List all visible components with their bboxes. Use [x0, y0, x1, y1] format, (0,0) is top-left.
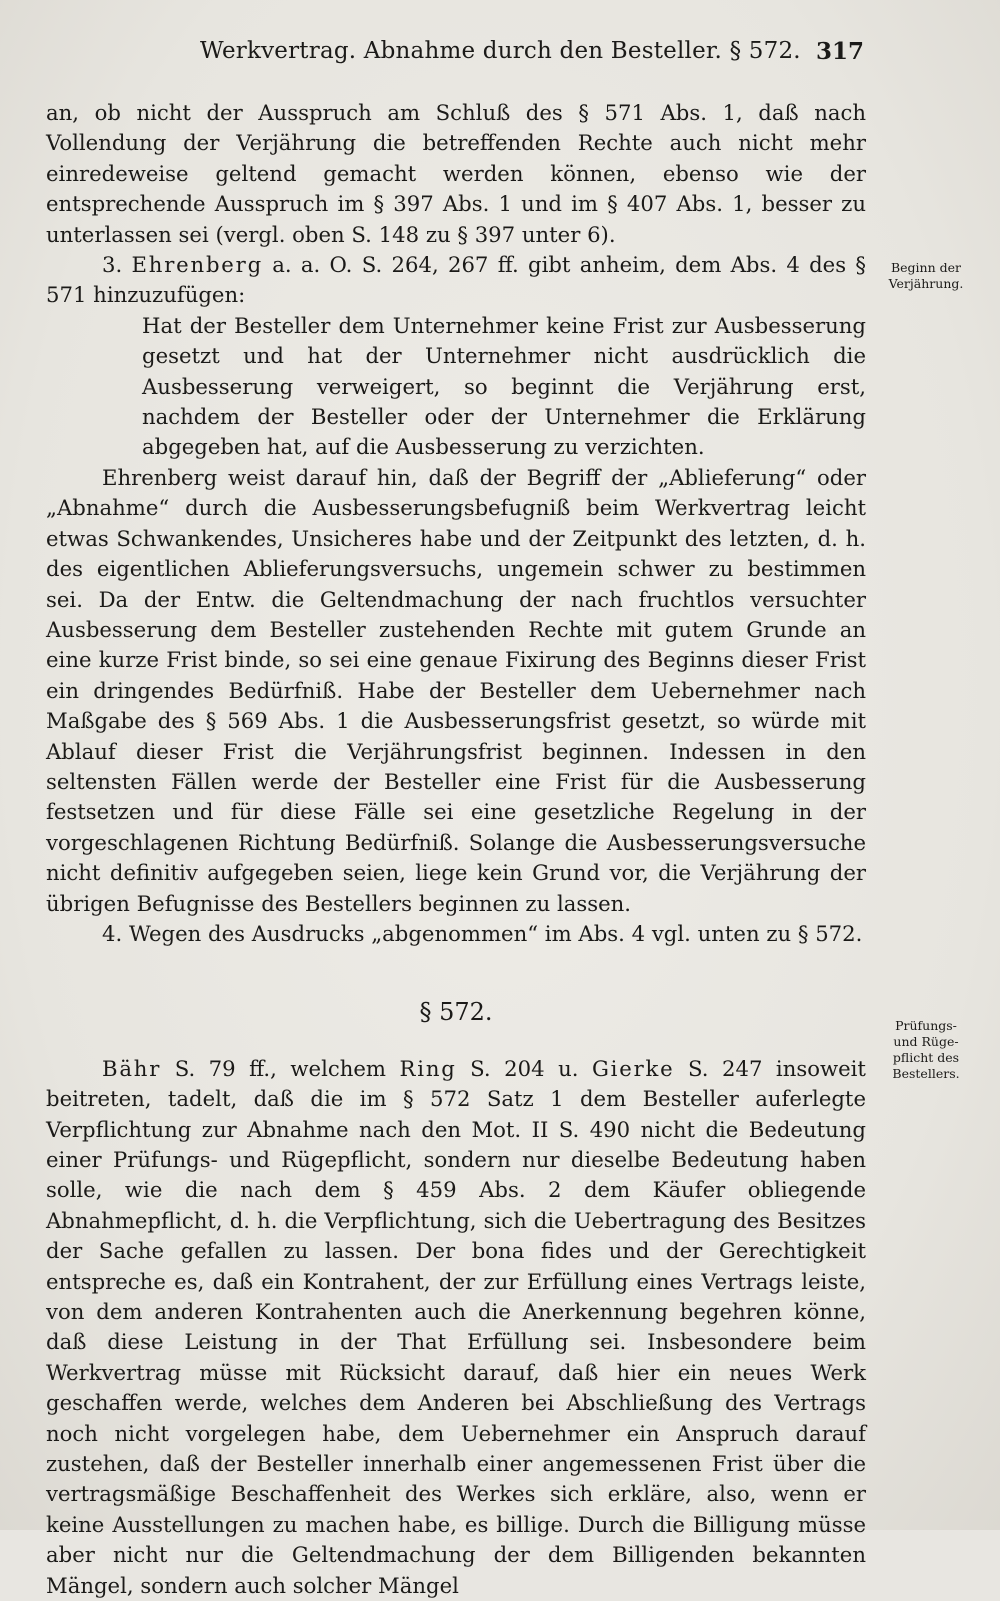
author-ehrenberg: Ehrenberg — [131, 252, 263, 278]
text-fragment: S. 204 u. — [470, 1055, 579, 1081]
paragraph-item-4: 4. Wegen des Ausdrucks „abgenommen“ im Abs. 4 vgl. unten zu § 572. — [102, 920, 863, 946]
text-fragment: S. 247 insoweit beitreten, tadelt, daß die im § 572 Satz 1 dem Besteller auferlegte Verpflichtung zur Abnahme nach den Mot. II S. 490 nicht die Bedeutung einer Prüfungs- und Rügepflicht, sondern nur dieselbe Bedeutung haben solle, wie die nach dem § 459 Abs. 2 dem Käufer obliegende Abnahmepflicht, d. h. die Verpflichtung, sich die Uebertragung des Besitzes der Sache gefallen zu lassen. Der bona fides und der Gerechtigkeit entspreche es, daß ein Kontrahent, der zur Erfüllung eines Vertrags leiste, von dem anderen Kontrahenten auch die Anerkennung begehren könne, daß diese Leistung in der That Erfüllung sei. Insbesondere beim Werkvertrag müsse mit Rücksicht darauf, daß hier ein neues Werk geschaffen werde, welches dem Anderen bei Abschließung des Vertrags noch nicht vorgelegen habe, dem Uebernehmer ein Anspruch darauf zustehen, daß der Besteller innerhalb einer angemessenen Frist über die vertragsmäßige Beschaffenheit des Werkes sich erkläre, also, wenn er keine Ausstellungen zu machen habe, es billige. Durch die Billigung müsse aber nicht nur die Geltendmachung der dem Billigenden bekannten Mängel, sondern auch solcher Mängel — [46, 1055, 866, 1598]
margin-note-line: und Rüge- — [893, 1034, 959, 1049]
paragraph-ehrenberg-argument: Ehrenberg weist darauf hin, daß der Begriff der „Ablieferung“ oder „Abnahme“ durch die Ausbesserungsbefugniß beim Werkvertrag leicht etwas Schwankendes, Unsicheres habe und der Zeitpunkt des letzten, d. h. des eigentlichen Ablieferungsversuchs, ungemein schwer zu bestimmen sei. Da der Entw. die Geltendmachung der nach fruchtlos versuchter Ausbesserung dem Besteller zustehenden Rechte mit gutem Grunde an eine kurze Frist binde, so sei eine genaue Fixirung des Beginns dieser Frist ein dringendes Bedürfniß. Habe der Besteller dem Uebernehmer nach Maßgabe des § 569 Abs. 1 die Ausbesserungsfrist gesetzt, so würde mit Ablauf dieser Frist die Verjährungsfrist beginnen. Indessen in den seltensten Fällen werde der Besteller eine Frist für die Ausbesserung festsetzen und für diese Fälle sei eine gesetzliche Regelung in der vorgeschlagenen Richtung Bedürfniß. Solange die Ausbesserungsversuche nicht definitiv aufgegeben seien, liege kein Grund vor, die Verjährung der übrigen Befugnisse des Bestellers beginnen zu lassen. — [46, 464, 866, 916]
margin-note-line: Verjährung. — [888, 276, 964, 291]
section-heading: § 572. — [419, 998, 493, 1027]
margin-note-line: Prüfungs- — [895, 1018, 957, 1033]
author-ring: Ring — [399, 1055, 457, 1081]
margin-note-pruefungspflicht — [876, 1018, 976, 1082]
proposed-amendment-quote: Hat der Besteller dem Unternehmer keine Frist zur Ausbesserung gesetzt und hat der Unternehmer nicht ausdrücklich die Ausbesserung verweigert, so beginnt die Verjährung erst, nachdem der Besteller oder der Unternehmer die Erklärung abgegeben hat, auf die Ausbesserung zu verzichten. — [142, 312, 866, 460]
author-baehr: Bähr — [102, 1055, 162, 1081]
margin-note-line: Beginn der — [890, 260, 962, 275]
item-number: 3. — [102, 252, 123, 278]
running-head — [0, 38, 1000, 72]
text-fragment: S. 79 ff., welchem — [174, 1055, 386, 1081]
margin-note-verjaehrung — [876, 260, 976, 292]
paragraph-section-572 — [46, 1054, 866, 1601]
running-title: Werkvertrag. Abnahme durch den Besteller. § 572. — [200, 38, 801, 64]
author-gierke: Gierke — [591, 1055, 675, 1081]
paragraph-ehrenberg — [46, 250, 866, 311]
paragraph-ehrenberg-text: a. a. O. S. 264, 267 ff. gibt anheim, dem Abs. 4 des § 571 hinzuzufügen: — [46, 252, 866, 308]
margin-note-line: Bestellers. — [892, 1066, 960, 1081]
body-text — [46, 98, 866, 1601]
paragraph-continuation: an, ob nicht der Ausspruch am Schluß des § 571 Abs. 1, daß nach Vollendung der Verjährung die betreffenden Rechte auch nicht mehr einredeweise geltend gemacht werden können, ebenso wie der entsprechende Ausspruch im § 397 Abs. 1 und im § 407 Abs. 1, besser zu unterlassen sei (vergl. oben S. 148 zu § 397 unter 6). — [46, 100, 866, 247]
margin-note-line: pflicht des — [892, 1050, 960, 1065]
page-number: 317 — [815, 38, 864, 65]
